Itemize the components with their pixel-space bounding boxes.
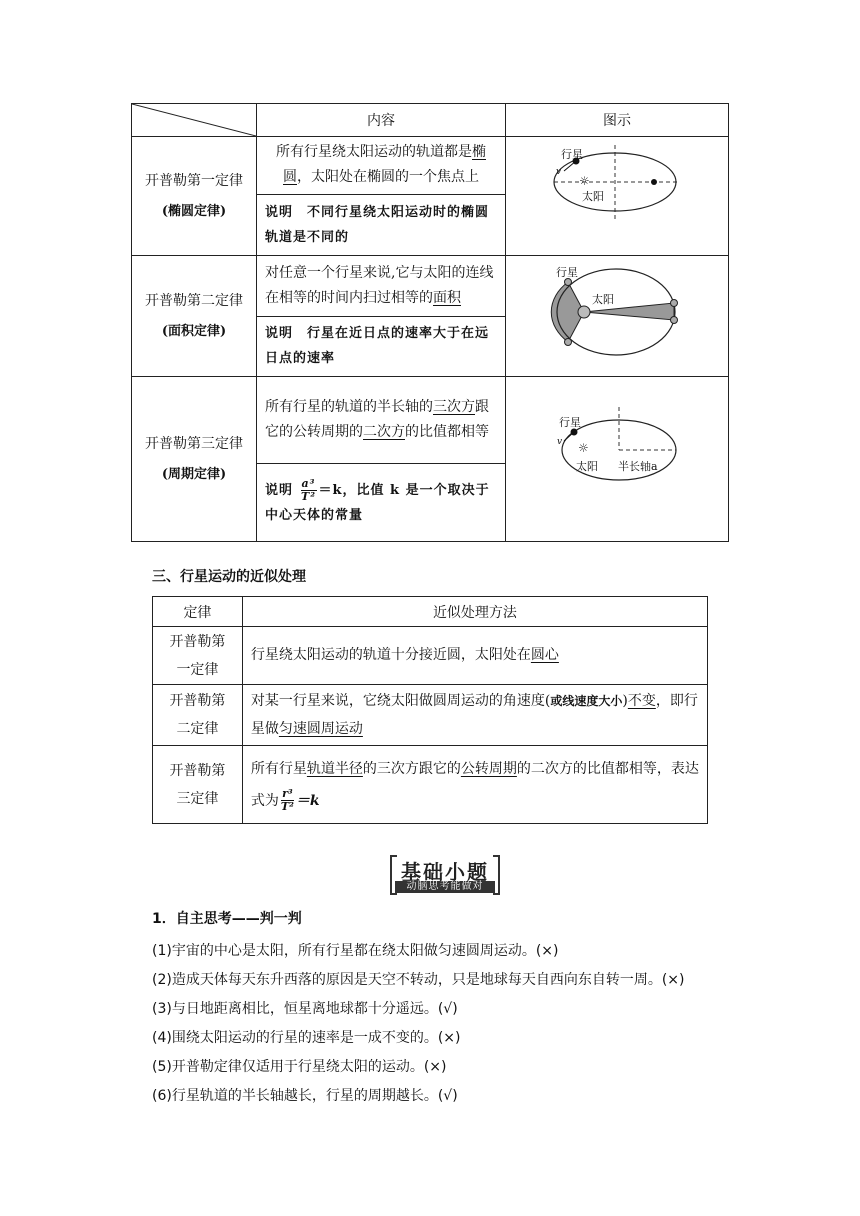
approx-method2: 对某一行星来说，它绕太阳做圆周运动的角速度(或线速度大小)不变，即行星做匀速圆周运动	[242, 685, 707, 746]
law1-keyword: 椭圆	[283, 144, 486, 186]
law3-note: 说明 $\frac{\text{a³}}{\text{T²}}$ ＝k，比值 k 是一个取决于中心天体的常量	[257, 464, 506, 542]
svg-text:太阳: 太阳	[592, 293, 614, 306]
svg-text:太阳: 太阳	[576, 460, 598, 473]
svg-text:v: v	[556, 167, 562, 177]
header-law: 定律	[153, 597, 243, 627]
law1-figure	[506, 137, 729, 256]
approx-law2: 开普勒第二定律	[153, 685, 243, 746]
law1-alias: (椭圆定律)	[161, 203, 227, 219]
banner-subtitle: 动脑思考能做对	[406, 881, 484, 892]
law2-alias: (面积定律)	[161, 323, 227, 339]
banner-title: 基础小题	[401, 860, 489, 884]
law2-name: 开普勒第二定律	[145, 292, 243, 309]
quiz-heading: 1．自主思考——判一判	[152, 911, 302, 927]
header-method: 近似处理方法	[242, 597, 707, 627]
sun-icon: ☼	[579, 174, 590, 188]
approx-law1: 开普勒第一定律	[153, 627, 243, 685]
law1-note: 说明 不同行星绕太阳运动时的椭圆轨道是不同的	[257, 194, 506, 255]
quiz-item-1: (1)宇宙的中心是太阳，所有行星都在绕太阳做匀速圆周运动。(×)	[152, 943, 559, 959]
law1-name: 开普勒第一定律	[145, 172, 243, 189]
quiz-item-4: (4)围绕太阳运动的行星的速率是一成不变的。(×)	[152, 1030, 461, 1046]
law1-content: 所有行星绕太阳运动的轨道都是椭圆，太阳处在椭圆的一个焦点上	[257, 137, 506, 195]
quiz-item-2: (2)造成天体每天东升西落的原因是天空不转动，只是地球每天自西向东自转一周。(×)	[152, 972, 685, 988]
svg-text:行星: 行星	[561, 148, 583, 161]
svg-text:行星: 行星	[559, 416, 581, 429]
law3-alias: (周期定律)	[161, 466, 227, 482]
law2-keyword: 面积	[433, 289, 461, 306]
area-law-diagram	[506, 256, 728, 376]
svg-text:太阳: 太阳	[582, 190, 604, 203]
approx-law3: 开普勒第三定律	[153, 746, 243, 824]
law2-name-cell	[132, 256, 257, 377]
law1-name-cell	[132, 137, 257, 256]
law3-name-cell	[132, 377, 257, 542]
law2-content: 对任意一个行星来说,它与太阳的连线在相等的时间内扫过相等的面积	[257, 256, 506, 317]
quiz-item-6: (6)行星轨道的半长轴越长，行星的周期越长。(√)	[152, 1088, 458, 1104]
quiz-item-3: (3)与日地距离相比，恒星离地球都十分遥远。(√)	[152, 1001, 458, 1017]
quiz-item-5: (5)开普勒定律仅适用于行星绕太阳的运动。(×)	[152, 1059, 447, 1075]
approximation-table	[152, 596, 708, 824]
law3-content: 所有行星的轨道的半长轴的三次方跟它的公转周期的二次方的比值都相等	[257, 377, 506, 464]
law3-keyword-2: 二次方	[363, 424, 405, 440]
approx-fraction: $\frac{\text{r³}}{\text{T²}}$	[280, 787, 294, 813]
approx-method3: 所有行星轨道半径的三次方跟它的公转周期的二次方的比值都相等，表达式为 $\frac{\text{r³}}{\text{T²}}$ ＝k	[242, 746, 707, 824]
ellipse-orbit-diagram	[506, 137, 728, 255]
law3-fraction: $\frac{\text{a³}}{\text{T²}}$	[301, 476, 317, 503]
sun-circle	[578, 306, 590, 318]
diagonal-header-cell	[132, 104, 257, 137]
header-figure: 图示	[506, 104, 729, 137]
svg-text:行星: 行星	[556, 266, 578, 279]
law2-note: 说明 行星在近日点的速率大于在远日点的速率	[257, 316, 506, 377]
focus-dot	[651, 179, 657, 185]
kepler-laws-table	[131, 103, 729, 542]
sun-icon: ☼	[578, 441, 589, 455]
basic-quiz-banner	[389, 854, 501, 896]
svg-text:半长轴a: 半长轴a	[618, 460, 658, 473]
approx-method1: 行星绕太阳运动的轨道十分接近圆，太阳处在圆心	[242, 627, 707, 685]
svg-text:v: v	[557, 437, 563, 447]
law3-keyword-1: 三次方	[433, 399, 475, 415]
header-content: 内容	[257, 104, 506, 137]
section-title: 三、行星运动的近似处理	[152, 569, 306, 585]
diagonal-line	[132, 104, 256, 136]
law3-name: 开普勒第三定律	[145, 435, 243, 452]
law3-figure	[506, 377, 729, 542]
period-law-diagram	[506, 377, 728, 541]
law2-figure	[506, 256, 729, 377]
